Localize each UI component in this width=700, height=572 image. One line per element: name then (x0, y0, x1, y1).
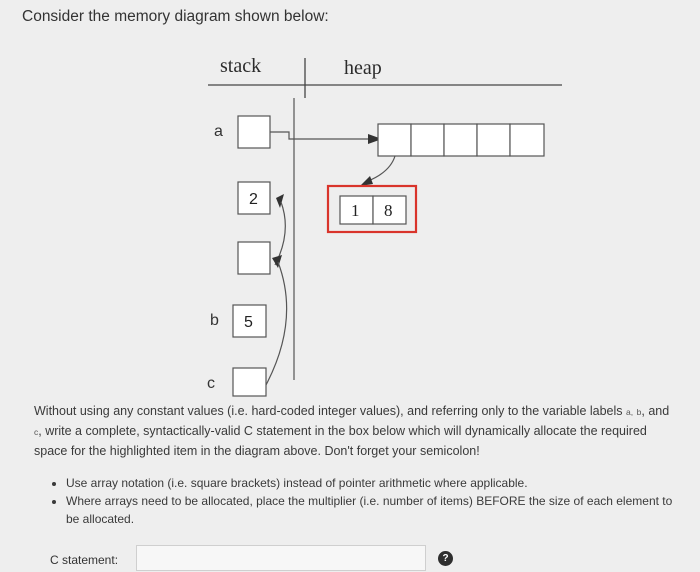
answer-row (38, 545, 449, 572)
pointer-to-cell-2 (275, 202, 285, 265)
pointer-c-to-ptr (266, 262, 287, 385)
bullet-item: • Use array notation (i.e. square brackets) instead of pointer arithmetic where applicable. (66, 474, 686, 492)
question-title: Consider the memory diagram shown below: (22, 8, 329, 25)
stack-label: stack (220, 55, 262, 77)
inline-var-c: c (34, 427, 39, 437)
var-b-label: b (210, 312, 219, 329)
stack-cell-a (238, 116, 270, 148)
stack-cell-ptr (238, 242, 270, 274)
arrowhead-to-cell-ptr (272, 255, 282, 268)
stack-cell-2-value: 2 (249, 191, 258, 208)
pointer-heap-to-highlight (368, 156, 395, 181)
instruction-text: Without using any constant values (i.e. hard-coded integer values), and referring only to the variable labels a, b, and c, write a complete, syntactically-valid C statement in the box below which will dynamically allocate the required space for the highlighted item in the diagram above. Don't forget your semicolon! (34, 404, 670, 458)
heap-label: heap (344, 57, 382, 79)
inline-var-b: b (636, 407, 642, 417)
var-c-label: c (207, 375, 215, 392)
pointer-a-to-heap (270, 132, 370, 139)
question-circle-icon[interactable]: ? (438, 551, 453, 566)
highlight-value-2: 8 (384, 201, 393, 220)
instruction-bullets (48, 474, 686, 528)
stack-cell-c (233, 368, 266, 396)
highlight-value-1: 1 (351, 201, 360, 220)
heap-pointer-array (378, 124, 544, 156)
c-statement-input[interactable] (136, 545, 426, 571)
stack-cell-b-value: 5 (244, 314, 253, 331)
answer-label: C statement: (50, 553, 119, 567)
pointer-heap-arrowhead (360, 176, 373, 186)
var-a-label: a (214, 123, 223, 140)
bullet-item: • Where arrays need to be allocated, place the multiplier (i.e. number of items) BEFORE the size of each element to be allocated. (66, 492, 686, 528)
inline-var-a: a (626, 407, 631, 417)
